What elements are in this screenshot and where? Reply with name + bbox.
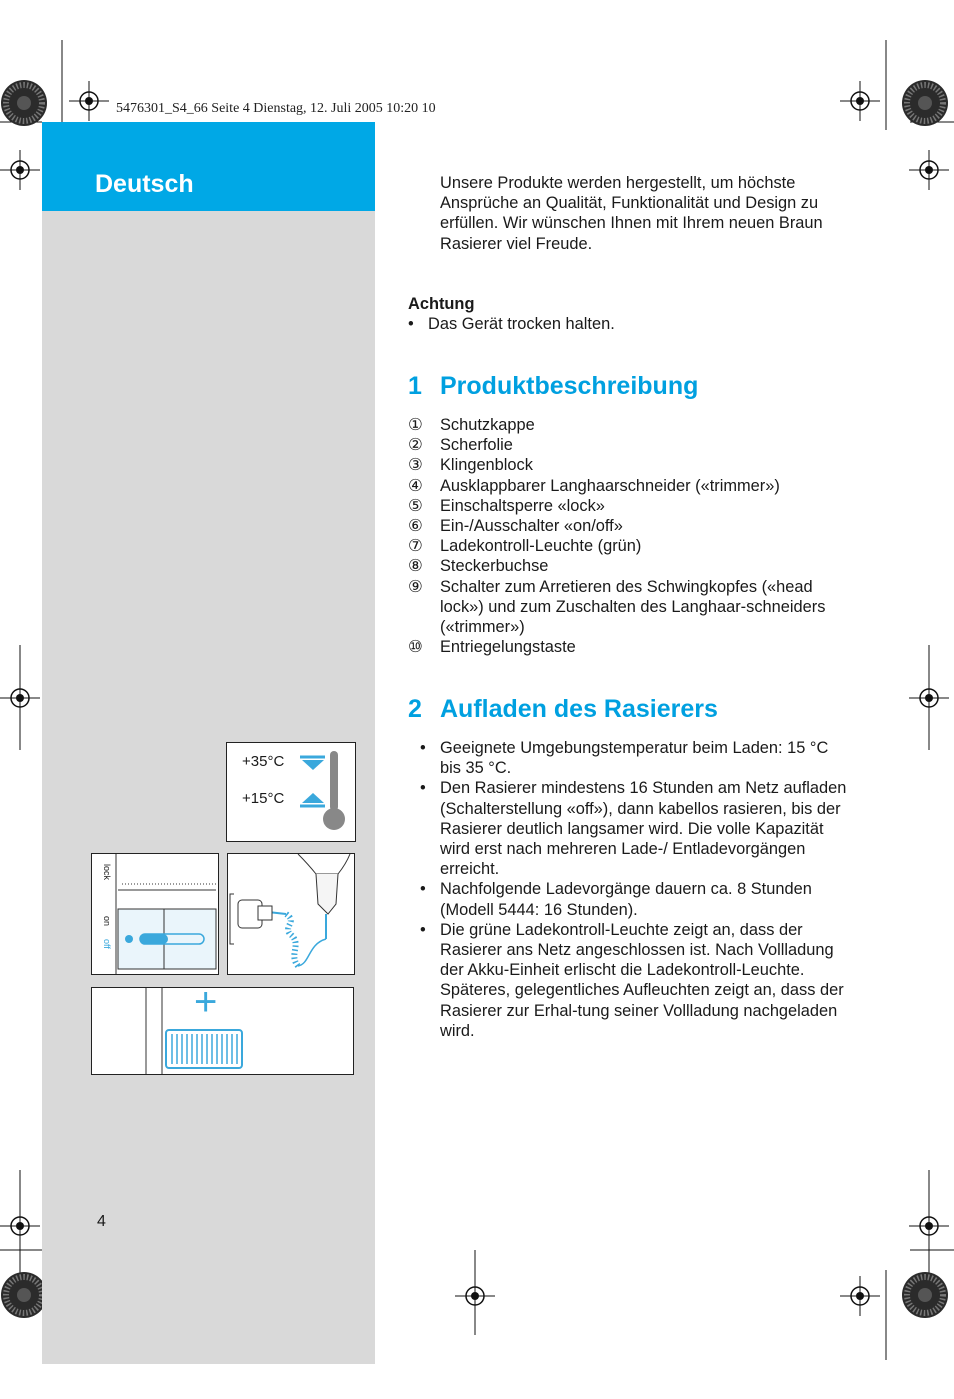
list-item — [408, 415, 848, 435]
list-item — [420, 738, 860, 778]
switch-figure — [91, 853, 219, 975]
item-text: Ein-/Ausschalter «on/off» — [440, 517, 623, 536]
achtung-item-text: Das Gerät trocken halten. — [428, 315, 615, 333]
battery-plus-symbol: + — [194, 980, 218, 1024]
temp-high-label: +35°C — [242, 753, 285, 770]
list-item — [408, 556, 848, 576]
item-number: ② — [408, 436, 423, 455]
item-text: Den Rasierer mindestens 16 Stunden am Netz aufladen (Schalterstellung «off»), dann kabellos rasieren, bis der Rasierer deutlich langsamer wird. Die volle Kapazität wird erst nach mehreren Lade-/ Entladevorgängen erreicht. — [440, 779, 847, 879]
item-text: Die grüne Ladekontroll-Leuchte zeigt an, dass der Rasierer ans Netz angeschlossen ist. Nach Vollladung der Akku-Einheit erlischt die Ladekontroll-Leuchte. Späteres, gelegentliches Aufleuchten zeigt an, dass der Rasierer zur Erhal-tung seiner Vollladung nachgeladen wird. — [440, 920, 844, 1040]
thermometer-figure — [226, 742, 356, 842]
item-text: Scherfolie — [440, 436, 513, 455]
parts-list — [408, 415, 848, 657]
item-text: Schalter zum Arretieren des Schwingkopfes («head lock») und zum Zuschalten des Langhaar-schneiders («trimmer») — [440, 577, 826, 637]
achtung-heading: Achtung — [408, 295, 475, 313]
achtung-list — [408, 314, 615, 334]
section-number: 1 — [408, 372, 422, 400]
item-number: ① — [408, 416, 423, 434]
bullet: • — [420, 739, 426, 757]
list-item — [408, 516, 848, 536]
item-text: Geeignete Umgebungstemperatur beim Laden: 15 °C bis 35 °C. — [440, 739, 829, 778]
item-number: ⑦ — [408, 537, 423, 556]
item-number: ⑨ — [408, 577, 423, 596]
shaver-plug-icon — [228, 854, 354, 974]
item-number: ④ — [408, 476, 423, 495]
page-number: 4 — [97, 1213, 106, 1230]
list-item — [408, 435, 848, 455]
list-item — [420, 920, 860, 1041]
item-number: ⑧ — [408, 557, 423, 576]
intro-paragraph: Unsere Produkte werden hergestellt, um höchste Ansprüche an Qualität, Funktionalität und Design zu erfüllen. Wir wünschen Ihnen mit Ihrem neuen Braun Rasierer viel Freude. — [440, 174, 823, 253]
thermometer-icon — [295, 743, 355, 839]
temp-low-label: +15°C — [242, 790, 285, 807]
item-text: Schutzkappe — [440, 416, 535, 434]
switch-on-label: on — [102, 916, 112, 927]
section-title: Aufladen des Rasierers — [440, 695, 718, 723]
list-item — [408, 637, 848, 657]
switch-off-label: off — [102, 939, 112, 949]
list-item — [408, 476, 848, 496]
item-text: Steckerbuchse — [440, 557, 549, 576]
list-item — [420, 879, 860, 919]
language-title: Deutsch — [95, 170, 194, 198]
section-number: 2 — [408, 695, 422, 723]
bullet: • — [420, 779, 426, 798]
section-heading-1 — [408, 372, 698, 401]
charging-list — [420, 738, 860, 1041]
item-text: Ladekontroll-Leuchte (grün) — [440, 537, 642, 556]
charging-cord-figure — [227, 853, 355, 975]
list-item — [408, 314, 615, 334]
bullet: • — [420, 920, 426, 939]
item-number: ⑤ — [408, 496, 423, 515]
list-item — [408, 577, 848, 638]
bullet: • — [420, 880, 426, 899]
list-item — [408, 496, 848, 516]
list-item — [420, 778, 860, 879]
switch-lock-label: lock — [102, 864, 112, 881]
item-text: Klingenblock — [440, 456, 533, 475]
battery-figure — [91, 980, 354, 1075]
list-item — [408, 455, 848, 475]
section-title: Produktbeschreibung — [440, 372, 699, 400]
item-number: ⑥ — [408, 517, 423, 536]
print-header: 5476301_S4_66 Seite 4 Dienstag, 12. Juli 2005 10:20 10 — [116, 101, 436, 116]
item-number: ⑩ — [408, 638, 423, 657]
bullet: • — [408, 315, 414, 333]
section-heading-2 — [408, 695, 718, 724]
item-text: Nachfolgende Ladevorgänge dauern ca. 8 Stunden (Modell 5444: 16 Stunden). — [440, 880, 812, 919]
battery-charge-icon — [92, 988, 353, 1074]
item-text: Entriegelungstaste — [440, 638, 576, 657]
language-band — [42, 122, 375, 211]
item-text: Ausklappbarer Langhaarschneider («trimmer») — [440, 476, 780, 495]
list-item — [408, 536, 848, 556]
item-number: ③ — [408, 456, 423, 475]
item-text: Einschaltsperre «lock» — [440, 496, 605, 515]
